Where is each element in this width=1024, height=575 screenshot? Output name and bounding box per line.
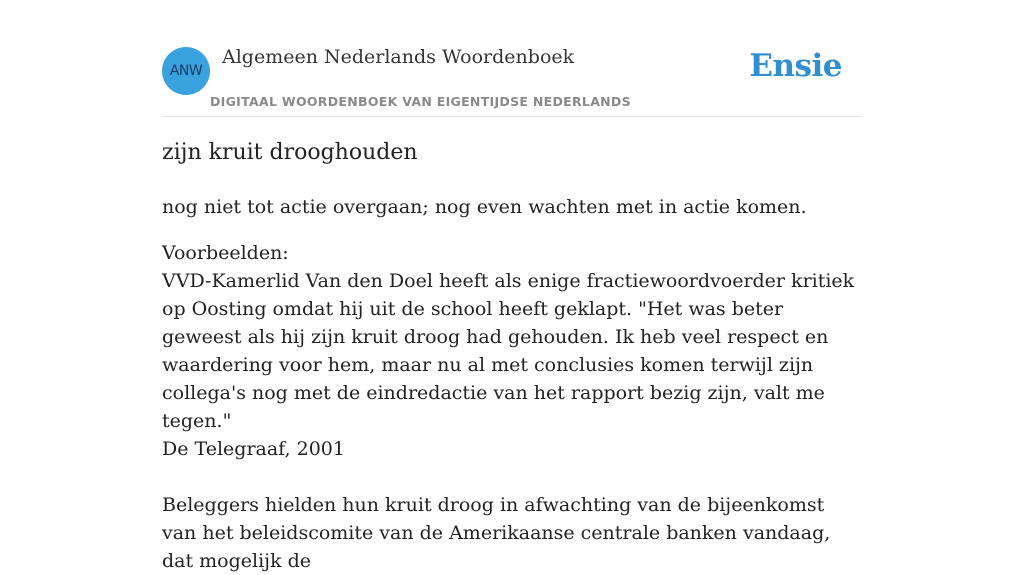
example-spacer — [162, 463, 862, 491]
ensie-brand-link[interactable]: Ensie — [749, 48, 842, 84]
entry-term: zijn kruit drooghouden — [162, 140, 418, 165]
examples-heading: Voorbeelden: — [162, 242, 289, 264]
source-subtitle: DIGITAAL WOORDENBOEK VAN EIGENTIJDSE NEDERLANDS — [210, 94, 631, 109]
anw-logo[interactable] — [162, 47, 210, 95]
site-header — [162, 0, 862, 117]
entry-definition: nog niet tot actie overgaan; nog even wachten met in actie komen. — [162, 196, 807, 218]
page-container — [162, 0, 862, 572]
example-text: Beleggers hielden hun kruit droog in afwachting van de bijeenkomst van het beleidscomite van de Amerikaanse centrale banken vandaag, dat mogelijk de — [162, 494, 831, 572]
logo-text: ANW — [169, 63, 203, 79]
source-title[interactable]: Algemeen Nederlands Woordenboek — [222, 46, 575, 68]
examples-section — [162, 239, 862, 575]
example-text: VVD-Kamerlid Van den Doel heeft als enige fractiewoordvoerder kritiek op Oosting omdat hij uit de school heeft geklapt. "Het was beter geweest als hij zijn kruit droog had gehouden. Ik heb veel respect en waardering voor hem, maar nu al met conclusies komen terwijl zijn collega's nog met de eindredactie van het rapport bezig zijn, valt me tegen." — [162, 270, 855, 432]
example-source: De Telegraaf, 2001 — [162, 438, 345, 460]
